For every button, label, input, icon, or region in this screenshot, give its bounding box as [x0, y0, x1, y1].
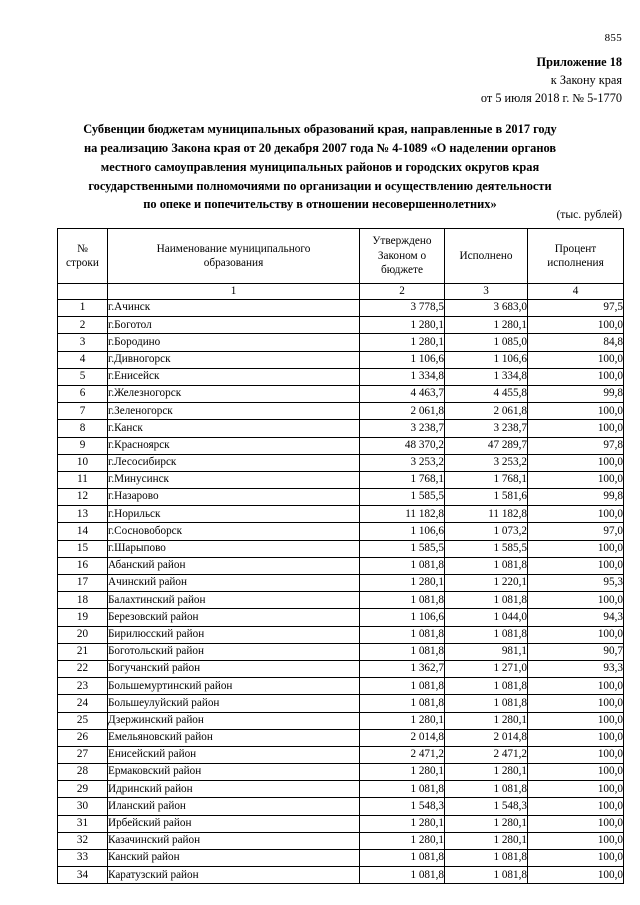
cell-municipality-name: Бирилюсский район — [108, 626, 360, 643]
cell-percent-executed: 100,0 — [528, 867, 624, 884]
column-header-percent — [528, 229, 624, 284]
cell-percent-executed: 100,0 — [528, 626, 624, 643]
column-header-approved — [360, 229, 445, 284]
cell-executed-amount: 1 280,1 — [445, 832, 528, 849]
cell-municipality-name: Идринский район — [108, 781, 360, 798]
table-body — [58, 284, 624, 884]
subventions-table — [57, 228, 624, 884]
cell-municipality-name: г.Норильск — [108, 506, 360, 523]
cell-executed-amount: 4 455,8 — [445, 385, 528, 402]
cell-approved-amount: 1 081,8 — [360, 592, 445, 609]
cell-row-number: 2 — [58, 317, 108, 334]
cell-executed-amount: 1 280,1 — [445, 317, 528, 334]
cell-approved-amount: 1 280,1 — [360, 764, 445, 781]
cell-municipality-name: г.Бородино — [108, 334, 360, 351]
cell-percent-executed: 100,0 — [528, 712, 624, 729]
cell-municipality-name: г.Дивногорск — [108, 351, 360, 368]
cell-municipality-name: г.Минусинск — [108, 471, 360, 488]
cell-municipality-name: Казачинский район — [108, 832, 360, 849]
cell-percent-executed: 100,0 — [528, 729, 624, 746]
cell-executed-amount: 11 182,8 — [445, 506, 528, 523]
cell-approved-amount: 48 370,2 — [360, 437, 445, 454]
cell-municipality-name: Большеулуйский район — [108, 695, 360, 712]
table-row — [58, 557, 624, 574]
table-header-row — [58, 229, 624, 284]
table-row — [58, 368, 624, 385]
cell-row-number: 33 — [58, 850, 108, 867]
column-header-percent-line2: исполнения — [547, 257, 604, 269]
cell-percent-executed: 97,8 — [528, 437, 624, 454]
column-number-0 — [58, 284, 108, 300]
table-row — [58, 437, 624, 454]
document-title-line-2: на реализацию Закона края от 20 декабря 2007 года № 4-1089 «О наделении органов — [83, 140, 557, 155]
cell-percent-executed: 100,0 — [528, 678, 624, 695]
cell-row-number: 34 — [58, 867, 108, 884]
cell-percent-executed: 100,0 — [528, 317, 624, 334]
cell-row-number: 21 — [58, 643, 108, 660]
cell-approved-amount: 2 061,8 — [360, 403, 445, 420]
cell-executed-amount: 1 073,2 — [445, 523, 528, 540]
cell-row-number: 28 — [58, 764, 108, 781]
appendix-header — [481, 54, 622, 107]
cell-row-number: 8 — [58, 420, 108, 437]
column-header-row-number — [58, 229, 108, 284]
cell-municipality-name: г.Железногорск — [108, 385, 360, 402]
cell-percent-executed: 90,7 — [528, 643, 624, 660]
cell-row-number: 7 — [58, 403, 108, 420]
cell-municipality-name: Березовский район — [108, 609, 360, 626]
table-row — [58, 420, 624, 437]
cell-approved-amount: 1 081,8 — [360, 626, 445, 643]
cell-row-number: 22 — [58, 660, 108, 677]
table-row — [58, 626, 624, 643]
cell-approved-amount: 1 334,8 — [360, 368, 445, 385]
cell-percent-executed: 100,0 — [528, 832, 624, 849]
table-row — [58, 815, 624, 832]
cell-executed-amount: 1 581,6 — [445, 489, 528, 506]
table-row — [58, 798, 624, 815]
cell-row-number: 14 — [58, 523, 108, 540]
table-row — [58, 850, 624, 867]
cell-row-number: 32 — [58, 832, 108, 849]
cell-executed-amount: 2 061,8 — [445, 403, 528, 420]
table-row — [58, 523, 624, 540]
cell-approved-amount: 1 280,1 — [360, 317, 445, 334]
cell-executed-amount: 981,1 — [445, 643, 528, 660]
table-row — [58, 764, 624, 781]
column-header-row-number-line1: № — [77, 242, 88, 255]
cell-row-number: 17 — [58, 575, 108, 592]
cell-approved-amount: 1 081,8 — [360, 867, 445, 884]
cell-row-number: 15 — [58, 540, 108, 557]
cell-executed-amount: 1 768,1 — [445, 471, 528, 488]
column-header-executed-label: Исполнено — [459, 249, 513, 262]
cell-approved-amount: 1 081,8 — [360, 557, 445, 574]
cell-municipality-name: Боготольский район — [108, 643, 360, 660]
cell-percent-executed: 99,8 — [528, 385, 624, 402]
cell-row-number: 23 — [58, 678, 108, 695]
cell-percent-executed: 100,0 — [528, 540, 624, 557]
cell-municipality-name: Енисейский район — [108, 746, 360, 763]
cell-executed-amount: 1 044,0 — [445, 609, 528, 626]
cell-percent-executed: 100,0 — [528, 557, 624, 574]
cell-row-number: 1 — [58, 300, 108, 317]
cell-percent-executed: 95,3 — [528, 575, 624, 592]
table-row — [58, 867, 624, 884]
cell-percent-executed: 100,0 — [528, 471, 624, 488]
column-header-approved-line1: Утверждено — [372, 235, 432, 248]
cell-percent-executed: 100,0 — [528, 351, 624, 368]
column-header-percent-line1: Процент — [554, 242, 597, 255]
cell-executed-amount: 1 280,1 — [445, 764, 528, 781]
cell-percent-executed: 84,8 — [528, 334, 624, 351]
column-header-name-line2: образования — [203, 257, 264, 269]
column-header-name — [108, 229, 360, 284]
cell-municipality-name: Канский район — [108, 850, 360, 867]
cell-municipality-name: г.Лесосибирск — [108, 454, 360, 471]
cell-approved-amount: 4 463,7 — [360, 385, 445, 402]
cell-approved-amount: 1 081,8 — [360, 678, 445, 695]
cell-approved-amount: 1 585,5 — [360, 489, 445, 506]
document-title-line-5: по опеке и попечительству в отношении несовершеннолетних» — [143, 197, 497, 212]
cell-approved-amount: 1 768,1 — [360, 471, 445, 488]
cell-municipality-name: Балахтинский район — [108, 592, 360, 609]
cell-percent-executed: 100,0 — [528, 454, 624, 471]
cell-executed-amount: 1 271,0 — [445, 660, 528, 677]
cell-municipality-name: г.Красноярск — [108, 437, 360, 454]
cell-executed-amount: 1 220,1 — [445, 575, 528, 592]
cell-executed-amount: 1 585,5 — [445, 540, 528, 557]
cell-row-number: 25 — [58, 712, 108, 729]
cell-approved-amount: 1 106,6 — [360, 351, 445, 368]
table-row — [58, 695, 624, 712]
table-row — [58, 575, 624, 592]
cell-municipality-name: Дзержинский район — [108, 712, 360, 729]
table-row — [58, 729, 624, 746]
cell-percent-executed: 100,0 — [528, 815, 624, 832]
cell-municipality-name: Абанский район — [108, 557, 360, 574]
document-title-line-1: Субвенции бюджетам муниципальных образований края, направленные в 2017 году — [83, 122, 557, 136]
column-header-row-number-line2: строки — [66, 257, 99, 269]
cell-percent-executed: 100,0 — [528, 764, 624, 781]
cell-approved-amount: 2 014,8 — [360, 729, 445, 746]
cell-executed-amount: 1 081,8 — [445, 850, 528, 867]
cell-approved-amount: 11 182,8 — [360, 506, 445, 523]
cell-row-number: 9 — [58, 437, 108, 454]
cell-percent-executed: 93,3 — [528, 660, 624, 677]
column-number-2: 2 — [360, 284, 445, 300]
cell-percent-executed: 100,0 — [528, 798, 624, 815]
column-number-3: 3 — [445, 284, 528, 300]
cell-row-number: 5 — [58, 368, 108, 385]
cell-approved-amount: 3 253,2 — [360, 454, 445, 471]
cell-approved-amount: 1 106,6 — [360, 523, 445, 540]
cell-approved-amount: 1 280,1 — [360, 575, 445, 592]
cell-percent-executed: 100,0 — [528, 420, 624, 437]
cell-row-number: 19 — [58, 609, 108, 626]
cell-approved-amount: 1 585,5 — [360, 540, 445, 557]
table-row — [58, 317, 624, 334]
cell-municipality-name: г.Сосновоборск — [108, 523, 360, 540]
document-title-line-3: местного самоуправления муниципальных районов и городских округов края — [100, 159, 540, 174]
cell-percent-executed: 100,0 — [528, 850, 624, 867]
cell-row-number: 27 — [58, 746, 108, 763]
cell-executed-amount: 1 081,8 — [445, 592, 528, 609]
cell-row-number: 6 — [58, 385, 108, 402]
cell-approved-amount: 2 471,2 — [360, 746, 445, 763]
cell-executed-amount: 1 081,8 — [445, 557, 528, 574]
cell-executed-amount: 1 280,1 — [445, 815, 528, 832]
cell-municipality-name: Емельяновский район — [108, 729, 360, 746]
cell-row-number: 12 — [58, 489, 108, 506]
cell-percent-executed: 100,0 — [528, 592, 624, 609]
table-row — [58, 334, 624, 351]
table-row — [58, 540, 624, 557]
document-title-line-4: государственными полномочиями по организации и осуществлению деятельности — [88, 178, 552, 193]
column-number-1: 1 — [108, 284, 360, 300]
cell-row-number: 13 — [58, 506, 108, 523]
cell-approved-amount: 3 778,5 — [360, 300, 445, 317]
cell-percent-executed: 100,0 — [528, 746, 624, 763]
cell-percent-executed: 97,0 — [528, 523, 624, 540]
cell-percent-executed: 94,3 — [528, 609, 624, 626]
cell-municipality-name: Богучанский район — [108, 660, 360, 677]
cell-approved-amount: 1 081,8 — [360, 643, 445, 660]
column-number-row — [58, 284, 624, 300]
cell-percent-executed: 97,5 — [528, 300, 624, 317]
table-row — [58, 592, 624, 609]
cell-municipality-name: г.Зеленогорск — [108, 403, 360, 420]
column-header-approved-line2: Законом о — [377, 249, 427, 262]
cell-row-number: 11 — [58, 471, 108, 488]
table-row — [58, 403, 624, 420]
cell-municipality-name: Ермаковский район — [108, 764, 360, 781]
cell-approved-amount: 1 106,6 — [360, 609, 445, 626]
cell-percent-executed: 99,8 — [528, 489, 624, 506]
cell-executed-amount: 2 471,2 — [445, 746, 528, 763]
cell-row-number: 16 — [58, 557, 108, 574]
cell-municipality-name: Большемуртинский район — [108, 678, 360, 695]
document-title — [60, 120, 580, 214]
cell-executed-amount: 1 081,8 — [445, 678, 528, 695]
table-row — [58, 712, 624, 729]
table-row — [58, 832, 624, 849]
table-row — [58, 471, 624, 488]
cell-row-number: 29 — [58, 781, 108, 798]
cell-municipality-name: г.Ачинск — [108, 300, 360, 317]
cell-approved-amount: 1 280,1 — [360, 712, 445, 729]
cell-executed-amount: 1 334,8 — [445, 368, 528, 385]
table-row — [58, 454, 624, 471]
table-row — [58, 385, 624, 402]
cell-row-number: 24 — [58, 695, 108, 712]
cell-approved-amount: 1 548,3 — [360, 798, 445, 815]
cell-approved-amount: 1 081,8 — [360, 781, 445, 798]
table-row — [58, 781, 624, 798]
cell-executed-amount: 47 289,7 — [445, 437, 528, 454]
table-row — [58, 643, 624, 660]
table-header — [58, 229, 624, 284]
cell-executed-amount: 1 081,8 — [445, 781, 528, 798]
cell-executed-amount: 1 280,1 — [445, 712, 528, 729]
cell-percent-executed: 100,0 — [528, 403, 624, 420]
column-header-executed — [445, 229, 528, 284]
cell-approved-amount: 1 362,7 — [360, 660, 445, 677]
table-row — [58, 609, 624, 626]
cell-row-number: 4 — [58, 351, 108, 368]
table-row — [58, 506, 624, 523]
cell-municipality-name: г.Боготол — [108, 317, 360, 334]
cell-municipality-name: г.Канск — [108, 420, 360, 437]
cell-approved-amount: 1 081,8 — [360, 850, 445, 867]
column-header-name-line1: Наименование муниципального — [156, 242, 311, 255]
cell-executed-amount: 1 085,0 — [445, 334, 528, 351]
cell-row-number: 31 — [58, 815, 108, 832]
column-header-approved-line3: бюджете — [381, 264, 423, 277]
appendix-title: Приложение 18 — [536, 55, 622, 69]
cell-municipality-name: Каратузский район — [108, 867, 360, 884]
cell-executed-amount: 1 106,6 — [445, 351, 528, 368]
cell-row-number: 30 — [58, 798, 108, 815]
cell-row-number: 10 — [58, 454, 108, 471]
appendix-law-line: к Закону края — [550, 72, 622, 87]
cell-municipality-name: г.Назарово — [108, 489, 360, 506]
cell-row-number: 3 — [58, 334, 108, 351]
cell-approved-amount: 1 280,1 — [360, 334, 445, 351]
subventions-table-container — [57, 228, 623, 884]
cell-percent-executed: 100,0 — [528, 695, 624, 712]
cell-percent-executed: 100,0 — [528, 506, 624, 523]
table-row — [58, 746, 624, 763]
appendix-date-line: от 5 июля 2018 г. № 5-1770 — [480, 90, 622, 105]
cell-executed-amount: 2 014,8 — [445, 729, 528, 746]
cell-approved-amount: 3 238,7 — [360, 420, 445, 437]
cell-percent-executed: 100,0 — [528, 781, 624, 798]
cell-municipality-name: Ачинский район — [108, 575, 360, 592]
table-row — [58, 351, 624, 368]
cell-row-number: 18 — [58, 592, 108, 609]
cell-approved-amount: 1 280,1 — [360, 832, 445, 849]
cell-row-number: 20 — [58, 626, 108, 643]
cell-executed-amount: 1 081,8 — [445, 867, 528, 884]
cell-municipality-name: г.Енисейск — [108, 368, 360, 385]
cell-row-number: 26 — [58, 729, 108, 746]
cell-executed-amount: 3 253,2 — [445, 454, 528, 471]
cell-executed-amount: 1 548,3 — [445, 798, 528, 815]
units-note: (тыс. рублей) — [556, 208, 622, 221]
cell-municipality-name: Иланский район — [108, 798, 360, 815]
cell-approved-amount: 1 081,8 — [360, 695, 445, 712]
table-row — [58, 489, 624, 506]
cell-approved-amount: 1 280,1 — [360, 815, 445, 832]
page-number: 855 — [604, 32, 622, 44]
cell-percent-executed: 100,0 — [528, 368, 624, 385]
cell-municipality-name: Ирбейский район — [108, 815, 360, 832]
cell-executed-amount: 1 081,8 — [445, 695, 528, 712]
table-row — [58, 678, 624, 695]
cell-municipality-name: г.Шарыпово — [108, 540, 360, 557]
cell-executed-amount: 3 683,0 — [445, 300, 528, 317]
table-row — [58, 660, 624, 677]
cell-executed-amount: 1 081,8 — [445, 626, 528, 643]
cell-executed-amount: 3 238,7 — [445, 420, 528, 437]
column-number-4: 4 — [528, 284, 624, 300]
table-row — [58, 300, 624, 317]
